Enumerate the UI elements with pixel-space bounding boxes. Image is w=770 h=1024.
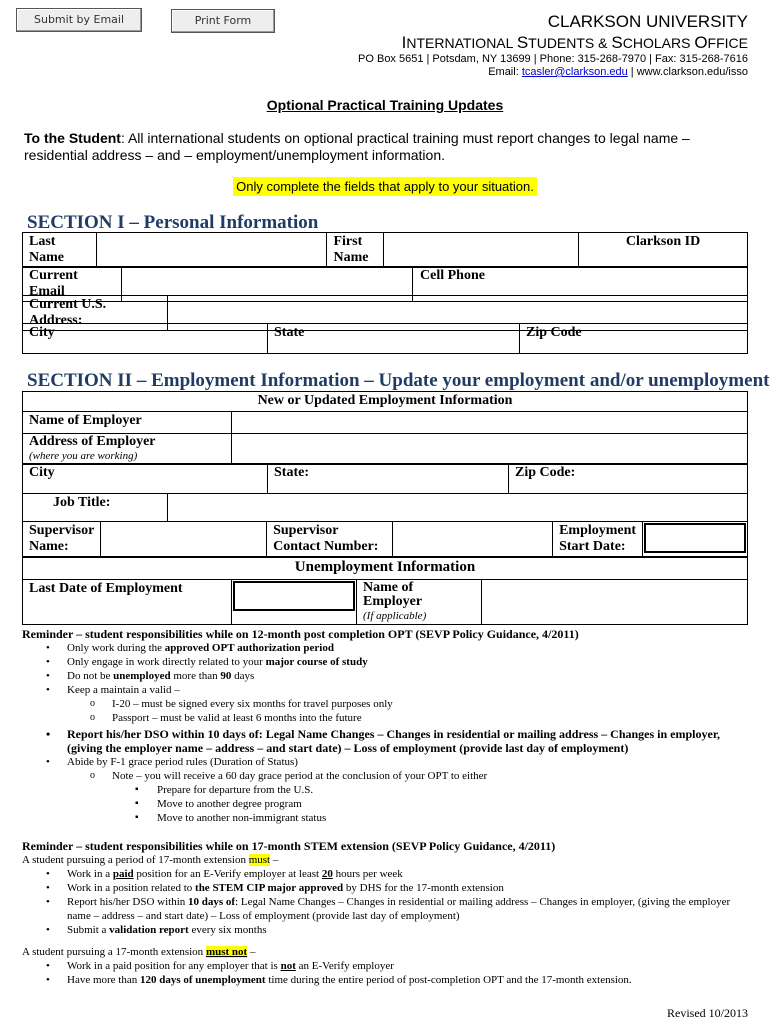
job-title-input[interactable] [168,494,748,522]
list-item: • Submit a validation report every six months [22,923,752,937]
label-current-email: Current Email [23,267,122,302]
label-supervisor-contact: Supervisor Contact Number: [267,522,393,557]
section2-heading: SECTION II – Employment Information – Update your employment and/or unemployment [27,370,770,391]
label-unemp-employer: Name of Employer (If applicable) [357,580,482,625]
list-item: • Have more than 120 days of unemployment time during the entire period of post-completion OPT and the 17-month extension. [22,973,752,987]
reminder-12-month: Reminder – student responsibilities while on 12-month post completion OPT (SEVP Policy Guidance, 4/2011) • Only work during the approved OPT authorization period • Only engage in work directly related to your major course of study • Do not be unemployed more than 90 days • Keep a maintain a valid – o I-20 – must be signed every six months for travel purposes only o Passport – must be valid at least 6 months into the future • Report his/her DSO within 10 days of: Legal Name Changes – Changes in residential or mailing address – Changes in employer, (giving the employer name – address – and start date) – Loss of employment (provide last day of employment) • Abide by F-1 grace period rules (Duration of Status) o Note – you will receive a 60 day grace period at the conclusion of your OPT to either ▪ Prepare for departure from the U.S. ▪ Move to another degree program ▪ Move to another non-immigrant status [22,627,752,825]
start-date-input[interactable] [643,522,748,557]
label-last-name: Last Name [23,233,97,268]
list-item: • Report his/her DSO within 10 days of: Legal Name Changes – Changes in residential or mailing address – Changes in employer, (giving the employer name – address – and start date) – Loss of employment (provide last day of employment) [22,895,752,923]
label-emp-city: City [23,464,268,494]
state-input[interactable] [313,324,520,354]
label-emp-state: State: [268,464,509,494]
employer-name-input[interactable] [232,412,748,434]
reminder-17-month: Reminder – student responsibilities while on 17-month STEM extension (SEVP Policy Guidance, 4/2011) A student pursuing a period of 17-month extension must – • Work in a paid position for an E-Verify employer at least 20 hours per week • Work in a position related to the STEM CIP major approved by DHS for the 17-month extension • Report his/her DSO within 10 days of: Legal Name Changes – Changes in residential or mailing address – Changes in employer, (giving the employer name – address – and start date) – Loss of employment (provide last day of employment) • Submit a validation report every six months A student pursuing a 17-month extension must not – • Work in a paid position for any employer that is not an E-Verify employer • Have more than 120 days of unemployment time during the entire period of post-completion OPT and the 17-month extension. [22,839,752,987]
label-address: Current U.S. Address: [23,296,168,331]
list-item: ▪ Prepare for departure from the U.S. [22,783,752,797]
list-item: • Work in a paid position for an E-Verify employer at least 20 hours per week [22,867,752,881]
last-name-input[interactable] [96,233,327,268]
list-item: • Work in a position related to the STEM CIP major approved by DHS for the 17-month extension [22,881,752,895]
must-intro: A student pursuing a period of 17-month extension must – [22,854,279,866]
print-form-button[interactable]: Print Form [171,9,275,33]
revision-date: Revised 10/2013 [667,1006,748,1020]
new-employment-heading: New or Updated Employment Information [23,392,748,412]
section1-heading: SECTION I – Personal Information [27,212,319,233]
list-item: ▪ Move to another non-immigrant status [22,811,752,825]
employment-table [22,391,748,465]
personal-info-table [22,232,748,268]
last-date-input[interactable] [232,580,357,625]
label-employer-address: Address of Employer (where you are working) [23,434,232,465]
list-item: • Work in a paid position for any employer that is not an E-Verify employer [22,959,752,973]
office-name: INTERNATIONAL STUDENTS & SCHOLARS OFFICE [401,33,748,52]
list-item: o I-20 – must be signed every six months for travel purposes only [22,697,752,711]
employment-city-row [22,463,748,494]
personal-info-row4 [22,323,748,354]
office-contact: Email: tcasler@clarkson.edu | www.clarkson.edu/isso [488,66,748,78]
label-supervisor-name: Supervisor Name: [23,522,101,557]
label-zip: Zip Code [520,324,748,354]
label-employer-name: Name of Employer [23,412,232,434]
label-last-date: Last Date of Employment [23,580,232,625]
label-city: City [23,324,268,354]
label-state: State [268,324,314,354]
label-start-date: Employment Start Date: [553,522,643,557]
notice: Only complete the fields that apply to your situation. [0,179,770,194]
list-item: ▪ Move to another degree program [22,797,752,811]
label-clarkson-id: Clarkson ID [579,233,748,268]
email-link[interactable]: tcasler@clarkson.edu [521,66,628,78]
supervisor-contact-input[interactable] [393,522,553,557]
list-item: • Keep a maintain a valid – [22,683,752,697]
supervisor-name-input[interactable] [101,522,267,557]
unemployment-table [22,557,748,625]
submit-by-email-button[interactable]: Submit by Email [16,8,142,32]
list-item: o Note – you will receive a 60 day grace period at the conclusion of your OPT to either [22,769,752,783]
page-title: Optional Practical Training Updates [266,97,504,113]
unemp-employer-input[interactable] [482,580,748,625]
list-item: • Abide by F-1 grace period rules (Duration of Status) [22,755,752,769]
university-name: CLARKSON UNIVERSITY [547,12,748,31]
employer-address-input[interactable] [232,434,748,465]
unemployment-heading: Unemployment Information [23,558,748,580]
job-title-row [22,493,748,522]
list-item: o Passport – must be valid at least 6 months into the future [22,711,752,725]
label-first-name: First Name [327,233,384,268]
label-emp-zip: Zip Code: [509,464,748,494]
list-item: • Do not be unemployed more than 90 days [22,669,752,683]
list-item: • Only engage in work directly related to your major course of study [22,655,752,669]
label-cell-phone: Cell Phone [413,267,587,302]
first-name-input[interactable] [384,233,579,268]
list-item: • Report his/her DSO within 10 days of: Legal Name Changes – Changes in residential or mailing address – Changes in employer, (giving the employer name – address – and start date) – Loss of employment (provide last day of employment) [22,725,752,755]
must-not-intro: A student pursuing a 17-month extension must not – [22,946,256,958]
supervisor-row [22,521,748,557]
label-job-title: Job Title: [23,494,168,522]
intro-text: To the Student: All international students on optional practical training must report changes to legal name – residential address – and – employment/unemployment information. [24,130,690,163]
list-item: • Only work during the approved OPT authorization period [22,641,752,655]
office-address: PO Box 5651 | Potsdam, NY 13699 | Phone: 315-268-7970 | Fax: 315-268-7616 [358,53,748,65]
